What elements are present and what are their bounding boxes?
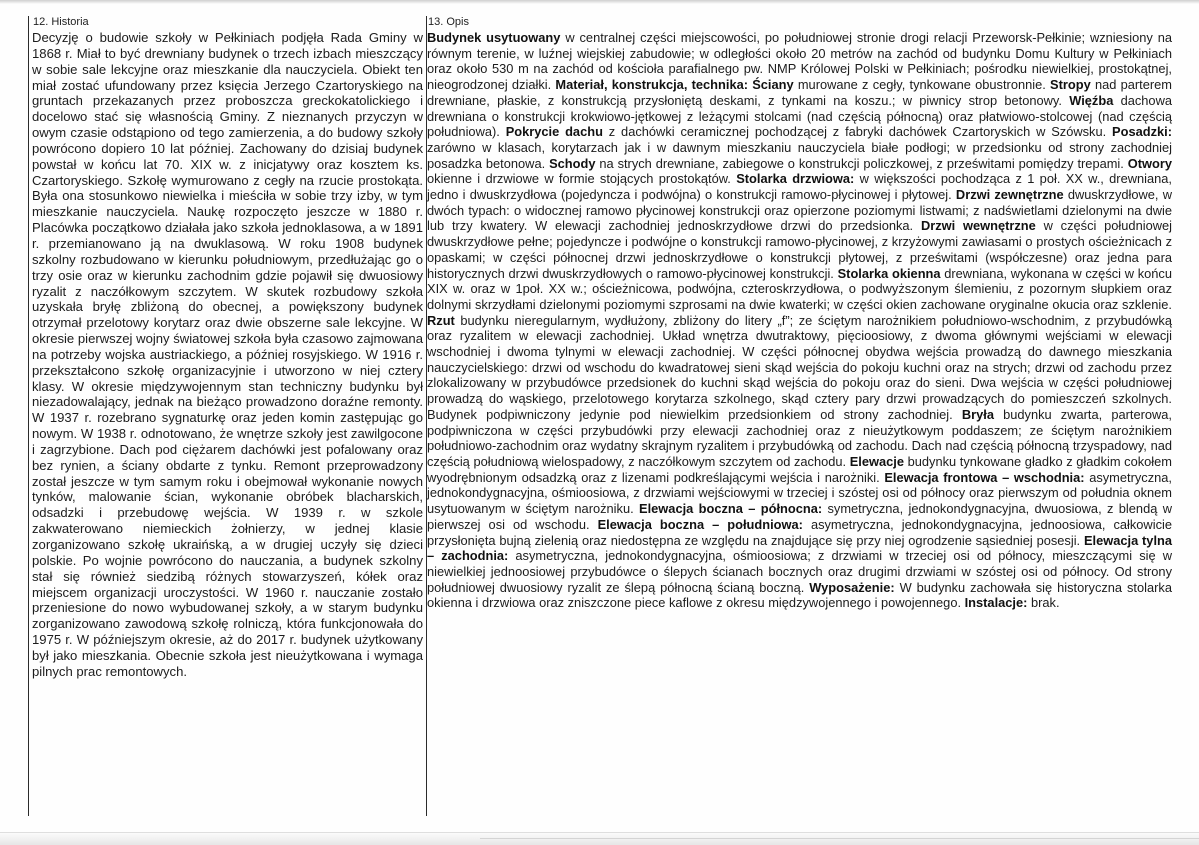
description-text: z dachówki ceramicznej pochodzącej z fabryki dachówek Czartoryskich w Szówsku. — [602, 124, 1113, 140]
description-text: dachowa drewniana o konstrukcji krokwiowo-jętkowej z leżącymi stolcami (nad częścią północną) oraz płatwiowo-stolcowej (nad częścią południowa). — [427, 92, 1172, 140]
description-label: Posadzki: — [1112, 124, 1172, 140]
description-label: Wyposażenie: — [809, 579, 895, 595]
description-label: Elewacja boczna – północna: — [639, 501, 823, 517]
history-paragraph: Decyzję o budowie szkoły w Pełkiniach podjęła Rada Gminy w 1868 r. Miał to być drewniany budynek o trzech izbach mieszczący w sobie sale lekcyjne oraz mieszkanie dla nauczyciela. Obiekt ten miał zostać ufundowany przez księcia Jerzego Czartoryskiego na gruntach przekazanych przez proboszcza greckokatolickiego i docelowo stać się własnością Gminy. Z nieznanych przyczyn w owym czasie odstąpiono od tego zamierzenia, a do budowy szkoły powrócono dopiero 10 lat później. Zachowany do dzisiaj budynek powstał w końcu lat 70. XIX w. z inicjatywy oraz kosztem ks. Czartoryskiego. Szkołę wymurowano z cegły na rzucie prostokąta. Była ona stosunkowo niewielka i mieściła w sobie trzy izby, w tym mieszkanie nauczyciela. Naukę rozpoczęto jeszcze w 1880 r. Placówka początkowo działała jako szkoła jednoklasowa, a w 1891 r. przemianowano ją na dwuklasową. W roku 1908 budynek szkolny rozbudowano w kierunku południowym, przedłużając go o trzy osie oraz w kierunku zachodnim gdzie pojawił się dwuosiowy ryzalit z naczółkowym szczytem. W skutek rozbudowy szkoła uzyskała bryłę zbliżoną do obecnej, a powiększony budynek otrzymał przelotowy korytarz oraz dwie obszerne sale lekcyjne. W okresie pierwszej wojny światowej szkoła była czasowo zajmowana na potrzeby wojska austriackiego, a później rosyjskiego. W 1916 r. przekształcono szkołę organizacyjnie i utworzono w niej cztery klasy. W okresie międzywojennym stan techniczny budynku był niezadowalający, jednak na bieżąco prowadzono doraźne remonty. W 1937 r. rozebrano sygnaturkę oraz jeden komin zastępując go nowym. W 1938 r. odnotowano, że wnętrze szkoły jest zawilgocone i zagrzybione. Dach pod ciężarem dachówki jest pofalowany oraz bez rynien, a ściany obdarte z tynku. Remont przeprowadzony został jeszcze w tym samym roku i obejmował wykonanie nowych tynków, malowanie ścian, wykonanie obróbek blacharskich, odsadzki i przebudowę wejścia. W 1939 r. w szkole zakwaterowano niemieckich żołnierzy, w jednej klasie zorganizowano szkołę ukraińską, a w drugiej uczyły się dzieci polskie. Po wojnie powrócono do nauczania, a budynek szkolny stał się również siedzibą różnych stowarzyszeń, kółek oraz miejscem organizacji uroczystości. W 1960 r. nauczanie zostało przeniesione do nowo wybudowanej szkoły, a w starym budynku zorganizowano zawodową szkołę rolniczą, która funkcjonowała do 1975 r. W późniejszym okresie, aż do 2017 r. budynek użytkowany był jako mieszkania. Obecnie szkoła jest nieużytkowana i wymaga pilnych prac remontowych. — [32, 30, 423, 679]
description-label: Elewacja tylna – zachodnia: — [427, 532, 1173, 564]
description-column — [424, 16, 1172, 816]
description-text: w części południowej dwuskrzydłowe pełne; pojedyncze i podwójne o konstrukcji ramowo-płycinowej, z krzyżowymi zawiasami o prostych ościeżnicach z opaskami; w części północnej drzwi jednoskrzydłowe o konstrukcji płytowej, z prześwitami (współczesne) oraz jedna para historycznych drzwi dwuskrzydłowych o ramowo-płycinowej konstrukcji. — [427, 218, 1172, 281]
description-label: Stropy — [1050, 77, 1091, 93]
description-text: murowane z cegły, tynkowane obustronnie. — [793, 77, 1051, 93]
description-text: budynku tynkowane gładko z gładkim cokołem wyodrębnionym odsadzką oraz z lizenami podkreślającymi wejścia i narożniki. — [427, 453, 1172, 485]
description-label: Materiał, konstrukcja, technika: Ściany — [555, 77, 794, 93]
description-text: asymetryczna, jednokondygnacyjna, jednoosiowa, całkowicie przysłonięta bujną zielenią oraz niedostępna ze względu na znajdujące się przy niej ogrodzenie sąsiedniej posesji. — [427, 516, 1172, 548]
description-text: dwuskrzydłowe, w dwóch typach: o widocznej ramowo płycinowej konstrukcji oraz opierzone poziomymi listwami; z nadświetlami dzielonymi na dwie lub trzy kwatery. W elewacji zachodniej jednoskrzydłowe drzwi do przedsionka. — [427, 187, 1172, 234]
description-text: asymetryczna, jednokondygnacyjna, ośmioosiowa, z drzwiami wejściowymi w trzeciej i szóstej osi od północy oraz pierwszym od południa oknem usytuowanym w ściętym narożniku. — [427, 469, 1172, 517]
description-label: Stolarka okienna — [837, 265, 941, 281]
description-label: Elewacja boczna – południowa: — [597, 516, 803, 532]
description-header: 13. Opis — [428, 16, 469, 28]
description-label: Budynek usytuowany — [427, 30, 561, 45]
description-text: brak. — [1027, 595, 1060, 611]
history-column — [28, 16, 427, 816]
description-paragraph — [427, 30, 1172, 611]
description-text: okienne i drzwiowe w formie stojących prostokątów. — [427, 171, 737, 187]
description-text: W budynku zachowała się historyczna stolarka okienna i drzwiowa oraz zniszczone piece kaflowe z okresu międzywojennego i powojennego. — [427, 579, 1172, 611]
history-header: 12. Historia — [33, 16, 89, 28]
description-text: nad parterem drewniane, płaskie, z konstrukcją przysłoniętą deskami, z tynkami na koszu.; w piwnicy strop betonowy. — [427, 77, 1172, 108]
description-text: budynku nieregularnym, wydłużony, zbliżony do litery „f”; ze ściętym narożnikiem południowo-wschodnim, z przybudówką oraz ryzalitem w elewacji zachodniej. Układ wnętrza dwutraktowy, pięcioosiowy, z dwoma głównymi wejściami w elewacji wschodniej i dwoma tylnymi w elewacji zachodniej. W części północnej obydwa wejścia prowadzą do dawnego mieszkania nauczycielskiego: drzwi od wschodu do kwadratowej sieni skąd wejścia do pokoju kuchni oraz na strych; drzwi od zachodu przez zlokalizowany w przybudówce przedsionek do kuchni skąd wejścia do pokoju oraz do sieni. Dwa wejścia w części południowej prowadzą do wąskiego, przelotowego korytarza szkolnego, skąd cztery pary drzwi prowadzących do pomieszczeń szkolnych. Budynek podpiwniczony jedynie pod niewielkim przedsionkiem od strony zachodniej. — [427, 312, 1172, 422]
description-text: na strych drewniane, zabiegowe o konstrukcji policzkowej, z prześwitami pomiędzy trepami. — [595, 155, 1128, 171]
description-label: Elewacje — [849, 453, 904, 469]
description-text: w centralnej części miejscowości, po południowej stronie drogi relacji Przeworsk-Pełkinie; wzniesiony na równym terenie, w luźnej wiejskiej zabudowie; w odległości około 20 metrów na zachód od budynku Domu Kultury w Pełkiniach oraz około 530 m na zachód od kościoła parafialnego pw. NMP Królowej Polski w Pełkiniach; pośrodku niewielkiej, prostokątnej, nieogrodzonej działki. — [427, 30, 1172, 93]
description-text: symetryczna, jednokondygnacyjna, dwuosiowa, z blendą w pierwszej osi od wschodu. — [427, 501, 1172, 532]
page-top-edge — [0, 0, 1199, 4]
page-bottom-edge — [0, 832, 1199, 845]
description-label: Elewacja frontowa – wschodnia: — [884, 469, 1085, 485]
description-label: Instalacje: — [964, 595, 1028, 611]
description-text: drewniana, wykonana w części w końcu XIX w. oraz w 1poł. XX w.; ościeżnicowa, podwójna, czteroskrzydłowa, o podwyższonym ślemieniu, z pozornym słupkiem oraz dolnymi skrzydłami dzielonymi poziomymi szprosami na dwie kwaterki; w części okien zachowane oryginalne okucia oraz szklenie. — [427, 265, 1172, 312]
description-label: Drzwi zewnętrzne — [955, 187, 1064, 203]
description-label: Rzut — [427, 312, 455, 328]
description-label: Otwory — [1127, 155, 1173, 171]
description-text: asymetryczna, jednokondygnacyjna, ośmioosiowa; z drzwiami w trzeciej osi od północy, mieszczącymi się w niewielkiej jednoosiowej przybudówce o ślepych ścianach bocznych oraz drugimi drzwiami w szóstej osi od północy. Od strony południowej dwuosiowy ryzalit ze ślepą północną ścianą boczną. — [427, 548, 1172, 595]
description-label: Pokrycie dachu — [505, 124, 603, 140]
description-label: Bryła — [961, 406, 994, 422]
description-text: w większości pochodząca z 1 poł. XX w., drewniana, jedno i dwuskrzydłowa (pojedyncza i podwójna) o konstrukcji ramowo-płycinowej i płytowej. — [427, 171, 1173, 203]
description-text: zarówno w klasach, korytarzach jak i w dawnym mieszkaniu nauczyciela białe podłogi; w przedsionku od strony zachodniej posadzka betonowa. — [427, 139, 1172, 171]
description-label: Więźba — [1069, 92, 1114, 108]
description-label: Drzwi wewnętrzne — [920, 218, 1036, 234]
description-label: Stolarka drzwiowa: — [736, 171, 855, 187]
description-label: Schody — [549, 155, 596, 171]
description-text: budynku zwarta, parterowa, podpiwniczona w części przybudówki przy elewacji zachodniej oraz z nieużytkowym poddaszem; ze ściętym narożnikiem południowo-zachodnim oraz wydatny skrajnym ryzalitem i przybudówką od zachodu. Dach nad częścią północną trzyspadowy, nad częścią południową wielospadowy, z naczółkowym szczytem od zachodu. — [427, 406, 1172, 469]
